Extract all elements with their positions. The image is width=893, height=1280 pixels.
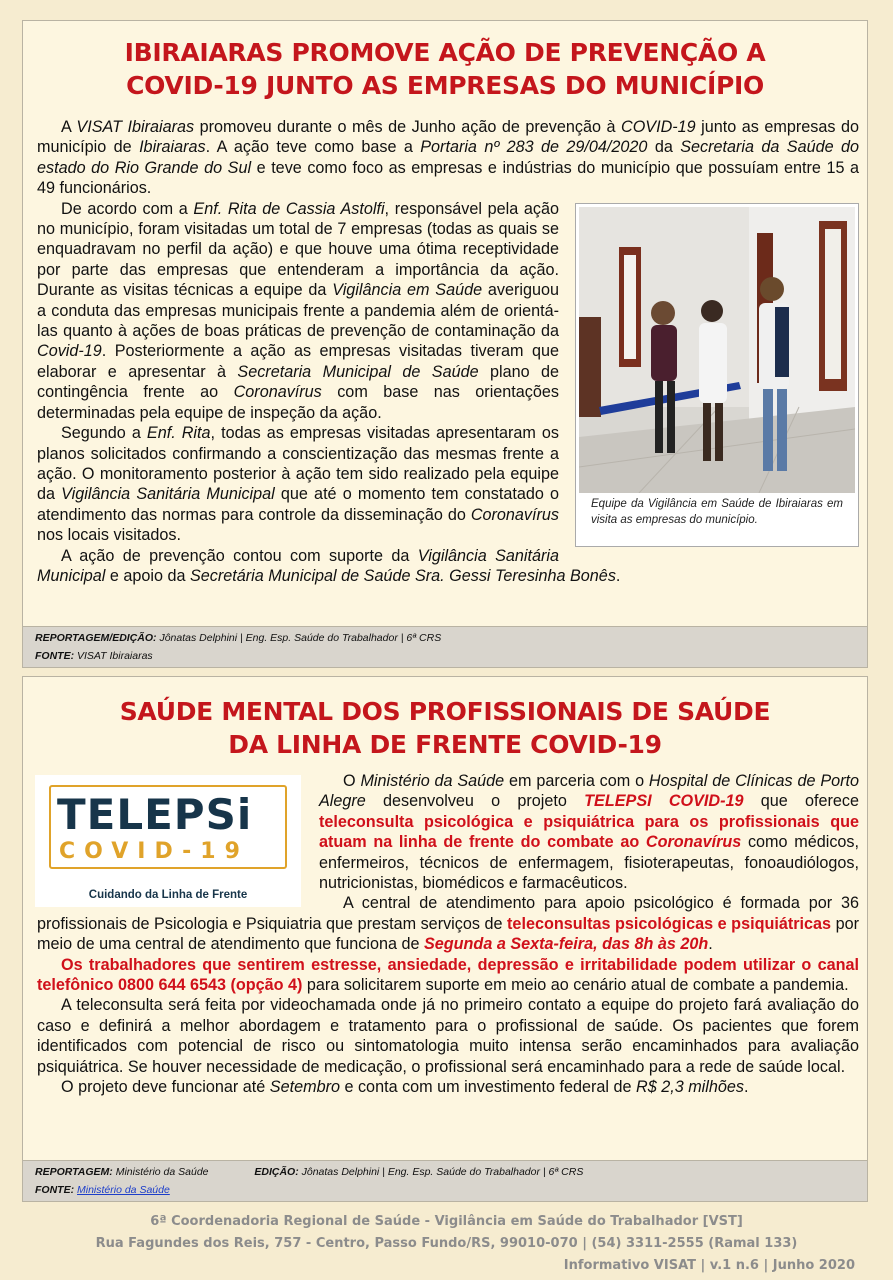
footer-line-1: 6ª Coordenadoria Regional de Saúde - Vigilância em Saúde do Trabalhador [VST] [150,1214,743,1229]
credits-line-1: REPORTAGEM: Ministério da Saúde EDIÇÃO: Jônatas Delphini | Eng. Esp. Saúde do Trabalhador | 6ª CRS [35,1166,584,1178]
footer-line-2: Rua Fagundes dos Reis, 757 - Centro, Passo Fundo/RS, 99010-070 | (54) 3311-2555 (Ramal 133) [95,1236,798,1251]
paragraph: A teleconsulta será feita por videochamada onde já no primeiro contato a equipe do projeto fará avaliação do caso e definirá a melhor abordagem e tratamento para o profissional de saúde. Os pacientes que forem identificados com potencial de risco ou sintomatologia muito intensa serão encaminhados para avaliação psiquiátrica. Se houver necessidade de medicação, o profissional será encaminhado para a rede de saúde local. [37,996,859,1076]
title-line-1: SAÚDE MENTAL DOS PROFISSIONAIS DE SAÚDE [119,697,771,726]
title-line-1: IBIRAIARAS PROMOVE AÇÃO DE PREVENÇÃO A [124,38,766,67]
photo-caption: Equipe da Vigilância em Saúde de Ibiraiaras em visita as empresas do município. [591,497,843,526]
article-telepsi [22,676,868,1202]
credits-fonte: FONTE: Ministério da Saúde [35,1184,170,1196]
photo-frame [575,203,859,547]
paragraph: Segundo a Enf. Rita, todas as empresas visitadas apresentaram os planos solicitados confirmando a conscientização das mesmas frente a ação. O monitoramento posterior à ação tem sido realizado pela equipe da Vigilância Sanitária Municipal que até o momento tem constatado o atendimento das normas para controle da disseminação do Coronavírus nos locais visitados. [37,424,559,545]
paragraph: A ação de prevenção contou com suporte da Vigilância Sanitária Municipal e apoio da Secretária Municipal de Saúde Sra. Gessi Teresinha Bonês. [37,546,621,585]
paragraph: A central de atendimento para apoio psicológico é formada por 36 profissionais de Psicologia e Psiquiatria que prestam serviços de teleconsultas psicológicas e psiquiátricas por meio de uma central de atendimento que funciona de Segunda a Sexta-feira, das 8h às 20h. [37,894,859,954]
title-line-2: COVID-19 JUNTO AS EMPRESAS DO MUNICÍPIO [126,71,764,100]
article-ibiraiaras [22,20,868,668]
credits-strip [23,626,867,667]
paragraph: A VISAT Ibiraiaras promoveu durante o mês de Junho ação de prevenção à COVID-19 junto as empresas do município de Ibiraiaras. A ação teve como base a Portaria nº 283 de 29/04/2020 da Secretaria da Saúde do estado do Rio Grande do Sul e teve como foco as empresas e indústrias do município que possuíam entre 15 a 49 funcionários. [37,118,860,198]
credits-fonte: FONTE: VISAT Ibiraiaras [35,650,153,662]
paragraph: O projeto deve funcionar até Setembro e conta com um investimento federal de R$ 2,3 milhões. [61,1078,749,1097]
paragraph: Os trabalhadores que sentirem estresse, ansiedade, depressão e irritabilidade podem utilizar o canal telefônico 0800 644 6543 (opção 4) para solicitarem suporte em meio ao cenário atual de combate a pandemia. [37,955,859,995]
article-title [23,36,867,102]
article-title [23,695,867,761]
paragraph: O Ministério da Saúde em parceria com o Hospital de Clínicas de Porto Alegre desenvolveu o projeto TELEPSI COVID-19 que oferece teleconsulta psicológica e psiquiátrica para os profissionais que atuam na linha de frente do combate ao Coronavírus como médicos, enfermeiros, técnicos de enfermagem, fisioterapeutas, fonoaudiólogos, nutricionistas, biomédicos e farmacêuticos. [319,772,860,893]
credits-strip [23,1160,867,1201]
logo-subtitle: COVID-19 [59,839,249,864]
source-link[interactable]: Ministério da Saúde [77,1184,170,1196]
article-body [37,117,859,586]
logo-tagline: Cuidando da Linha de Frente [88,889,248,901]
logo-title: TELEPSi [57,790,253,839]
telepsi-logo [35,775,301,907]
credits-reportagem: REPORTAGEM/EDIÇÃO: Jônatas Delphini | Eng. Esp. Saúde do Trabalhador | 6ª CRS [35,632,442,644]
footer-line-3: Informativo VISAT | v.1 n.6 | Junho 2020 [563,1258,855,1273]
team-photo [579,207,855,493]
article-body [37,771,859,1098]
paragraph: De acordo com a Enf. Rita de Cassia Astolfi, responsável pela ação no município, foram visitadas um total de 7 empresas (todas as quais se enquadravam no perfil da ação) e que houve uma ótima receptividade por parte das empresas que entenderam a importância da ação. Durante as visitas técnicas a equipe da Vigilância em Saúde averiguou a conduta das empresas municipais frente a pandemia além de orientá-las quanto à ações de boas práticas de prevenção de contaminação da Covid-19. Posteriormente a ação as empresas visitadas tiveram que elaborar e apresentar à Secretaria Municipal de Saúde plano de contingência frente ao Coronavírus com base nas orientações determinadas pela equipe de inspeção da ação. [37,199,560,422]
title-line-2: DA LINHA DE FRENTE COVID-19 [228,730,662,759]
